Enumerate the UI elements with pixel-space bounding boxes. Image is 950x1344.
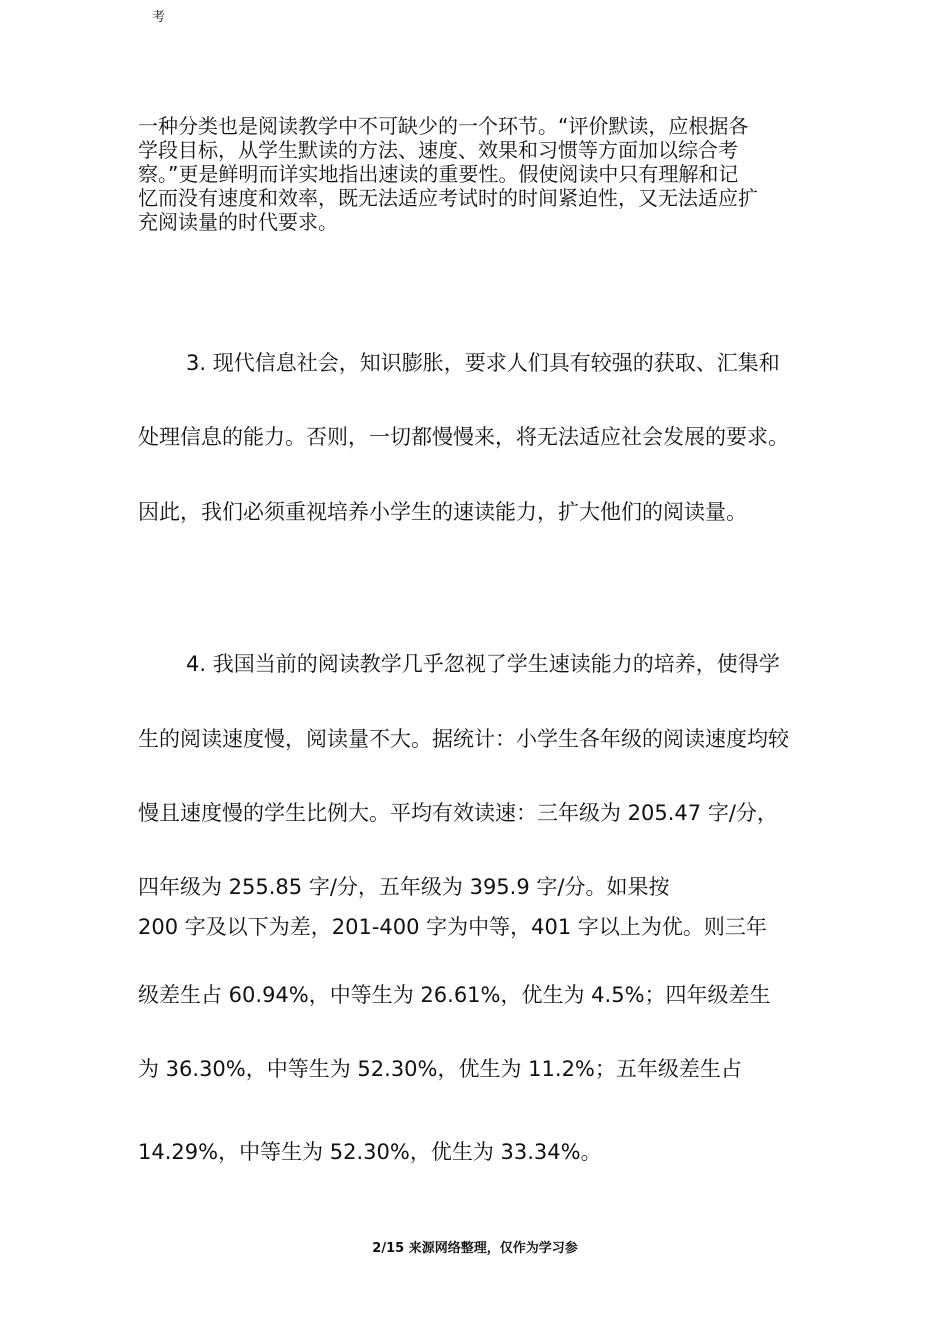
para4-line: 14.29%，中等生为 52.30%，优生为 33.34%。 — [138, 1140, 602, 1164]
para4-line: 为 36.30%，中等生为 52.30%，优生为 11.2%；五年级差生占 — [138, 1057, 742, 1081]
intro-line: 学段目标，从学生默读的方法、速度、效果和习惯等方面加以综合考 — [138, 138, 738, 162]
para3-line: 3. 现代信息社会，知识膨胀，要求人们具有较强的获取、汇集和 — [186, 351, 780, 375]
para4-line: 慢且速度慢的学生比例大。平均有效读速：三年级为 205.47 字/分， — [138, 801, 778, 825]
page-footer: 2/15 来源网络整理，仅作为学习参 — [372, 1241, 578, 1256]
para3-line: 处理信息的能力。否则，一切都慢慢来，将无法适应社会发展的要求。 — [138, 425, 789, 449]
para4-line: 级差生占 60.94%，中等生为 26.61%，优生为 4.5%；四年级差生 — [138, 983, 771, 1007]
para4-line: 生的阅读速度慢，阅读量不大。据统计：小学生各年级的阅读速度均较 — [138, 727, 789, 751]
intro-line: 忆而没有速度和效率，既无法适应考试时的时间紧迫性，又无法适应扩 — [138, 186, 758, 210]
intro-line: 察。”更是鲜明而详实地指出速读的重要性。假使阅读中只有理解和记 — [138, 162, 739, 186]
intro-line: 充阅读量的时代要求。 — [138, 210, 338, 234]
page-top-fragment: 考 — [152, 10, 166, 25]
para3-line: 因此，我们必须重视培养小学生的速读能力，扩大他们的阅读量。 — [138, 500, 747, 524]
para4-line: 四年级为 255.85 字/分，五年级为 395.9 字/分。如果按 — [138, 875, 670, 899]
intro-line: 一种分类也是阅读教学中不可缺少的一个环节。“评价默读，应根据各 — [138, 114, 749, 138]
para4-line: 200 字及以下为差，201-400 字为中等，401 字以上为优。则三年 — [138, 915, 767, 939]
para4-line: 4. 我国当前的阅读教学几乎忽视了学生速读能力的培养，使得学 — [186, 652, 780, 676]
